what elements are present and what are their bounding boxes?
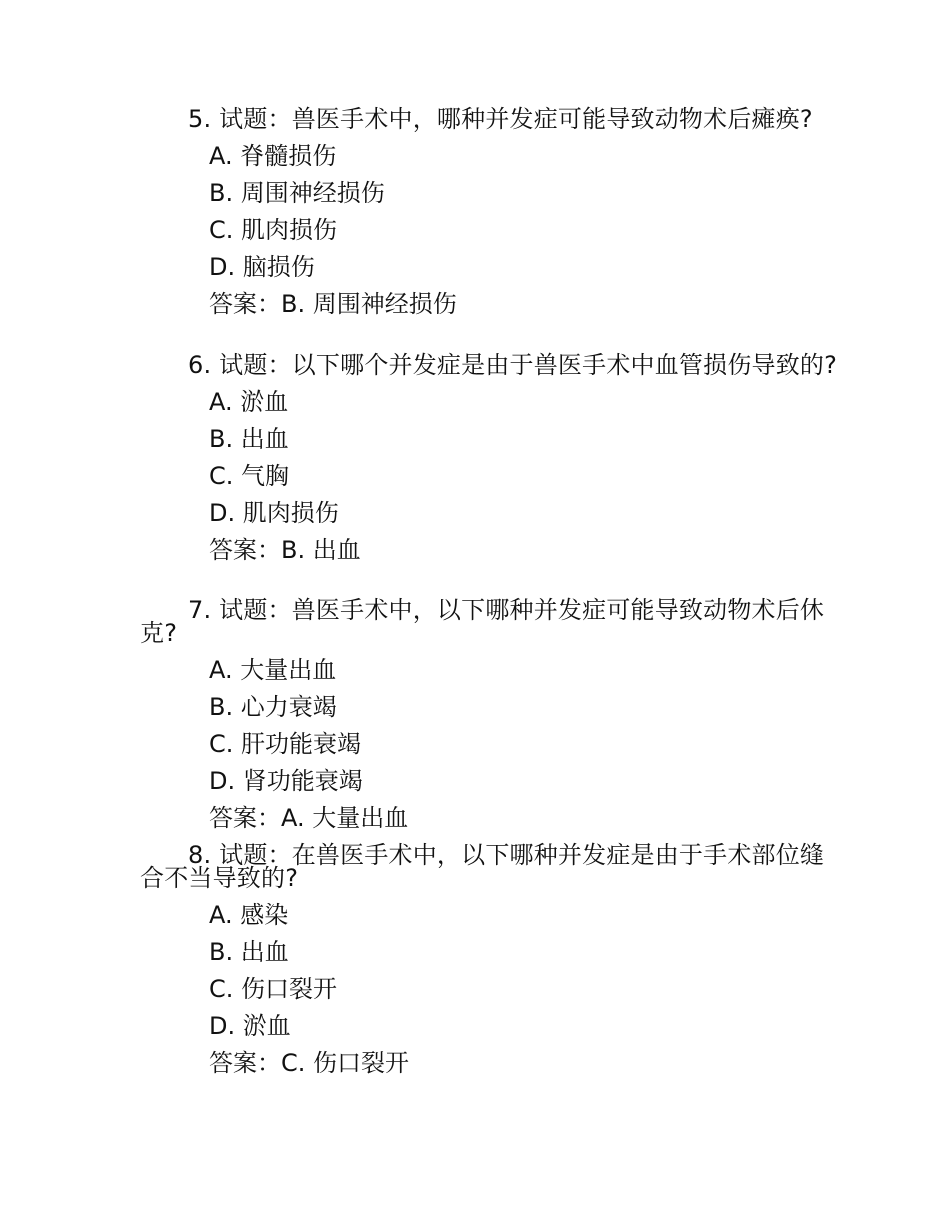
option-d: D. 淤血 [209, 1012, 291, 1040]
option-b: B. 出血 [209, 938, 289, 966]
answer-line: 答案：B. 出血 [209, 536, 361, 564]
option-c: C. 气胸 [209, 462, 290, 490]
option-a: A. 感染 [209, 901, 289, 929]
option-a: A. 大量出血 [209, 656, 337, 684]
option-b: B. 出血 [209, 425, 289, 453]
option-c: C. 伤口裂开 [209, 975, 338, 1003]
option-a: A. 淤血 [209, 388, 289, 416]
option-c: C. 肝功能衰竭 [209, 730, 362, 758]
answer-line: 答案：C. 伤口裂开 [209, 1049, 410, 1077]
question-6 [140, 351, 840, 569]
option-d: D. 脑损伤 [209, 253, 315, 281]
option-d: D. 肌肉损伤 [209, 499, 339, 527]
answer-line: 答案：B. 周围神经损伤 [209, 290, 457, 318]
answer-line: 答案：A. 大量出血 [209, 804, 409, 832]
question-title: 7. 试题：兽医手术中，以下哪种并发症可能导致动物术后休克? [140, 596, 825, 647]
question-8 [140, 841, 840, 1082]
option-b: B. 周围神经损伤 [209, 179, 385, 207]
option-d: D. 肾功能衰竭 [209, 767, 363, 795]
question-title: 6. 试题：以下哪个并发症是由于兽医手术中血管损伤导致的? [188, 351, 838, 379]
question-title: 5. 试题：兽医手术中，哪种并发症可能导致动物术后瘫痪? [188, 105, 813, 133]
question-title: 8. 试题：在兽医手术中，以下哪种并发症是由于手术部位缝合不当导致的? [140, 841, 825, 892]
option-c: C. 肌肉损伤 [209, 216, 338, 244]
question-5 [140, 105, 840, 323]
option-a: A. 脊髓损伤 [209, 142, 337, 170]
option-b: B. 心力衰竭 [209, 693, 337, 721]
question-7 [140, 596, 840, 837]
